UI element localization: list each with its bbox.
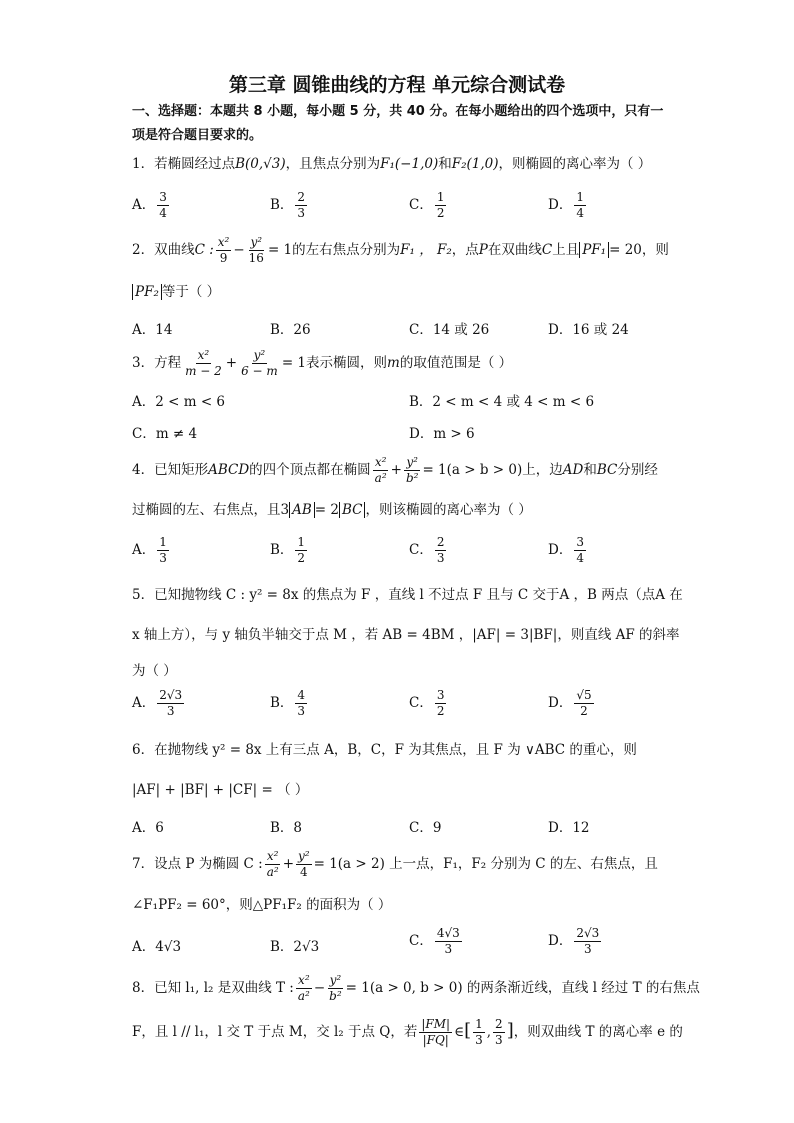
q1-text-c: ，且焦点分别为 (285, 156, 381, 172)
numerator: x² (197, 348, 210, 362)
numerator: 3 (159, 190, 167, 204)
q2-text: ，则 (641, 242, 669, 258)
numerator: 1 (159, 535, 167, 549)
numerator: 2 (495, 1017, 503, 1031)
denominator: 3 (166, 704, 175, 718)
q8-text: ，则双曲线 T 的离心率 e 的 (513, 1024, 683, 1040)
question-1 (132, 152, 667, 172)
q1-option-c (409, 190, 448, 221)
q6-option-d: D．12 (548, 820, 590, 836)
numerator: y² (329, 973, 342, 987)
page-title: 第三章 圆锥曲线的方程 单元综合测试卷 (228, 74, 566, 96)
numerator: 1 (576, 190, 584, 204)
question-8-line-2 (132, 1017, 683, 1048)
q3-text: 的取值范围是（ ） (399, 355, 513, 371)
q6-option-b: B．8 (270, 820, 303, 836)
q4-rectangle: ABCD (208, 462, 250, 478)
denominator: m − 2 (185, 364, 222, 378)
q4-text: 和 (583, 462, 597, 478)
q2-text: 等于（ ） (161, 284, 221, 300)
fraction (404, 455, 421, 486)
question-5: 5．已知抛物线 C : y² = 8x 的焦点为 F ，直线 l 不过点 F 且与 C 交于A ，B 两点（点A 在 (132, 587, 683, 603)
option-label: D． (548, 933, 573, 949)
option-label: A． (132, 542, 156, 558)
q2-text: ，点 (451, 242, 479, 258)
numerator: |FM| (421, 1017, 451, 1031)
q1-option-d (548, 190, 588, 221)
option-label: D． (548, 542, 573, 558)
fraction (216, 235, 232, 266)
question-8 (132, 973, 700, 1004)
q2-abs: PF₁ (579, 242, 609, 258)
fraction (473, 1017, 485, 1048)
numerator: 2 (297, 190, 306, 204)
numerator: y² (253, 348, 266, 362)
q2-text: 上且 (552, 242, 580, 258)
q2-option-c: C．14 或 26 (409, 322, 490, 338)
q2-curve: C : (194, 242, 214, 258)
q2-text: 的左右焦点分别为 (292, 242, 401, 258)
q3-variable: m (387, 355, 400, 371)
q4-edge: AD (562, 462, 584, 478)
section-heading: 一、选择题：本题共 8 小题，每小题 5 分，共 40 分。在每小题给出的四个选项中，只有一项是符合题目要求的。 (132, 104, 664, 143)
q7-option-b (270, 935, 319, 955)
numerator: 1 (436, 190, 445, 204)
q1-text-g: ，则椭圆的离心率为（ ） (498, 156, 652, 172)
operator: − (233, 242, 245, 258)
option-label: B． (270, 695, 294, 711)
denominator: a² (266, 865, 279, 879)
option-label: D． (548, 695, 573, 711)
denominator: 16 (248, 251, 264, 265)
option-label: B． (270, 542, 294, 558)
question-7 (132, 849, 667, 880)
fraction (493, 1017, 505, 1048)
option-label: C． (409, 695, 433, 711)
fraction (265, 849, 281, 880)
q2-text: 在双曲线 (487, 242, 542, 258)
denominator: b² (405, 471, 419, 485)
numerator: 1 (297, 535, 306, 549)
fraction (574, 926, 601, 957)
q7-option-d (548, 926, 603, 957)
numerator: 3 (436, 688, 445, 702)
right-bracket: ] (506, 1020, 514, 1041)
q1-option-b (270, 190, 309, 221)
fraction (296, 849, 312, 880)
denominator: 4 (299, 865, 308, 879)
denominator: 3 (297, 206, 306, 220)
fraction (247, 235, 266, 266)
question-6-line-2: |AF| + |BF| + |CF| = （ ） (132, 782, 309, 798)
q1-focus-1: F₁(−1,0) (380, 156, 439, 172)
denominator: 3 (297, 704, 306, 718)
denominator: 9 (219, 251, 228, 265)
q5-option-b (270, 688, 309, 719)
q4-edge: BC (596, 462, 618, 478)
q7-text: 7．设点 P 为椭圆 C : (132, 856, 263, 872)
numerator: y² (250, 235, 263, 249)
fraction (435, 535, 447, 566)
q3-option-c: C．m ≠ 4 (132, 426, 198, 442)
q7-option-c (409, 926, 464, 957)
numerator: √5 (576, 688, 592, 702)
q1-text-e: 和 (438, 156, 452, 172)
option-label: A． (132, 695, 156, 711)
numerator: x² (217, 235, 230, 249)
q3-text: 3．方程 (132, 355, 182, 371)
q5-option-d (548, 688, 596, 719)
fraction (295, 190, 307, 221)
denominator: 3 (475, 1033, 483, 1047)
q3-option-d: D．m > 6 (409, 426, 475, 442)
option-value: 2√3 (293, 939, 320, 955)
denominator: 2 (297, 551, 306, 565)
q4-abs: BC (339, 502, 366, 518)
denominator: b² (329, 989, 342, 1003)
q2-point: P (478, 242, 488, 258)
option-value: 4√3 (155, 939, 182, 955)
denominator: 6 − m (241, 364, 278, 378)
q2-foci: F₁ ， F₂ (400, 242, 452, 258)
q4-condition: = 1(a > b > 0) (422, 462, 523, 478)
fraction (157, 535, 169, 566)
numerator: 2√3 (159, 688, 183, 702)
q4-option-c (409, 535, 448, 566)
denominator: 3 (436, 551, 445, 565)
q7-text: = 1(a > 2) 上一点，F₁，F₂ 分别为 C 的左、右焦点，且 (313, 856, 658, 872)
question-2-line-2 (132, 280, 667, 300)
q3-option-a: A．2 < m < 6 (132, 394, 226, 410)
q2-curve-name: C (541, 242, 553, 258)
fraction (183, 348, 224, 379)
fraction (435, 688, 447, 719)
fraction (157, 190, 169, 221)
q2-abs: PF₂ (132, 284, 162, 300)
option-label: B． (270, 197, 294, 213)
numerator: x² (298, 973, 310, 987)
ratio-fraction (419, 1017, 452, 1048)
question-6: 6．在抛物线 y² = 8x 上有三点 A，B，C，F 为其焦点，且 F 为 ∨ABC 的重心，则 (132, 742, 637, 758)
denominator: 3 (583, 942, 592, 956)
denominator: a² (374, 471, 387, 485)
q4-text: 上，边 (522, 462, 563, 478)
question-4 (132, 455, 667, 486)
option-label: C． (409, 933, 433, 949)
fraction (296, 973, 312, 1004)
operator: + (282, 856, 294, 872)
question-7-line-2: ∠F₁PF₂ = 60°，则△PF₁F₂ 的面积为（ ） (132, 897, 392, 913)
denominator: |FQ| (422, 1033, 449, 1047)
left-bracket: [ (464, 1020, 472, 1041)
numerator: y² (406, 455, 418, 469)
equals: = 1 (267, 242, 293, 258)
operator: + (225, 355, 238, 371)
denominator: 2 (436, 206, 445, 220)
question-2 (132, 235, 667, 266)
q2-text: 2．双曲线 (132, 242, 195, 258)
denominator: a² (297, 989, 310, 1003)
q4-text: 分别经 (617, 462, 658, 478)
operator: + (390, 462, 402, 478)
fraction (435, 190, 447, 221)
fraction (435, 926, 462, 957)
q2-option-a: A．14 (132, 322, 173, 338)
q1-text-a: 1．若椭圆经过点 (132, 156, 236, 172)
numerator: 4 (297, 688, 306, 702)
q4-text: = 2 (314, 502, 339, 518)
numerator: 2√3 (576, 926, 600, 940)
q5-option-a (132, 688, 186, 719)
q7-option-a (132, 935, 181, 955)
numerator: 4√3 (436, 926, 460, 940)
q1-point-b: B(0,√3) (235, 156, 286, 172)
question-4-line-2 (132, 498, 667, 518)
option-label: D． (548, 197, 573, 213)
numerator: 1 (475, 1017, 483, 1031)
q6-option-c: C．9 (409, 820, 442, 836)
denominator: 4 (576, 551, 584, 565)
option-label: A． (132, 939, 156, 955)
fraction (295, 535, 307, 566)
q8-text: F，且 l // l₁，l 交 T 于点 M，交 l₂ 于点 Q，若 (132, 1024, 418, 1040)
q4-text: ，则该椭圆的离心率为（ ） (365, 502, 532, 518)
q6-option-a: A．6 (132, 820, 164, 836)
q4-text: 的四个顶点都在椭圆 (249, 462, 371, 478)
option-label: B． (270, 939, 294, 955)
numerator: 3 (576, 535, 584, 549)
question-5-line-2: x 轴上方），与 y 轴负半轴交于点 M ，若 AB = 4BM ，|AF| = 3|BF|，则直线 AF 的斜率 (132, 627, 680, 643)
denominator: 3 (159, 551, 167, 565)
q4-option-b (270, 535, 309, 566)
option-label: C． (409, 197, 433, 213)
q4-text: 过椭圆的左、右焦点，且 (132, 502, 281, 518)
fraction (239, 348, 280, 379)
numerator: x² (266, 849, 279, 863)
fraction (327, 973, 344, 1004)
fraction (574, 688, 593, 719)
question-3 (132, 348, 667, 379)
fraction (295, 688, 307, 719)
q1-option-a (132, 190, 171, 221)
question-5-line-3: 为（ ） (132, 663, 177, 679)
denominator: 2 (580, 704, 588, 718)
option-label: A． (132, 197, 156, 213)
q2-option-d: D．16 或 24 (548, 322, 629, 338)
q4-abs: AB (289, 502, 315, 518)
denominator: 3 (444, 942, 453, 956)
q3-option-b: B．2 < m < 4 或 4 < m < 6 (409, 394, 595, 410)
operator: − (313, 980, 326, 996)
separator: , (486, 1024, 492, 1040)
q4-option-d (548, 535, 588, 566)
operator: ∈ (454, 1024, 465, 1040)
denominator: 4 (576, 206, 584, 220)
q4-text: 4．已知矩形 (132, 462, 209, 478)
denominator: 2 (436, 704, 445, 718)
numerator: y² (298, 849, 310, 863)
denominator: 4 (159, 206, 167, 220)
fraction (373, 455, 389, 486)
numerator: x² (374, 455, 387, 469)
fraction (157, 688, 184, 719)
q1-focus-2: F₂(1,0) (451, 156, 499, 172)
equals: = 1 (281, 355, 307, 371)
q8-text: = 1(a > 0, b > 0) 的两条渐近线，直线 l 经过 T 的右焦点 (345, 980, 700, 996)
denominator: 3 (495, 1033, 503, 1047)
q8-text: 8．已知 l₁, l₂ 是双曲线 T : (132, 980, 294, 996)
option-label: C． (409, 542, 433, 558)
fraction (574, 190, 586, 221)
q2-value: = 20 (609, 242, 642, 258)
q5-option-c (409, 688, 448, 719)
numerator: 2 (436, 535, 445, 549)
q4-option-a (132, 535, 171, 566)
q3-text: 表示椭圆，则 (306, 355, 388, 371)
q2-option-b: B．26 (270, 322, 311, 338)
q4-coefficient: 3 (280, 502, 290, 518)
fraction (574, 535, 586, 566)
